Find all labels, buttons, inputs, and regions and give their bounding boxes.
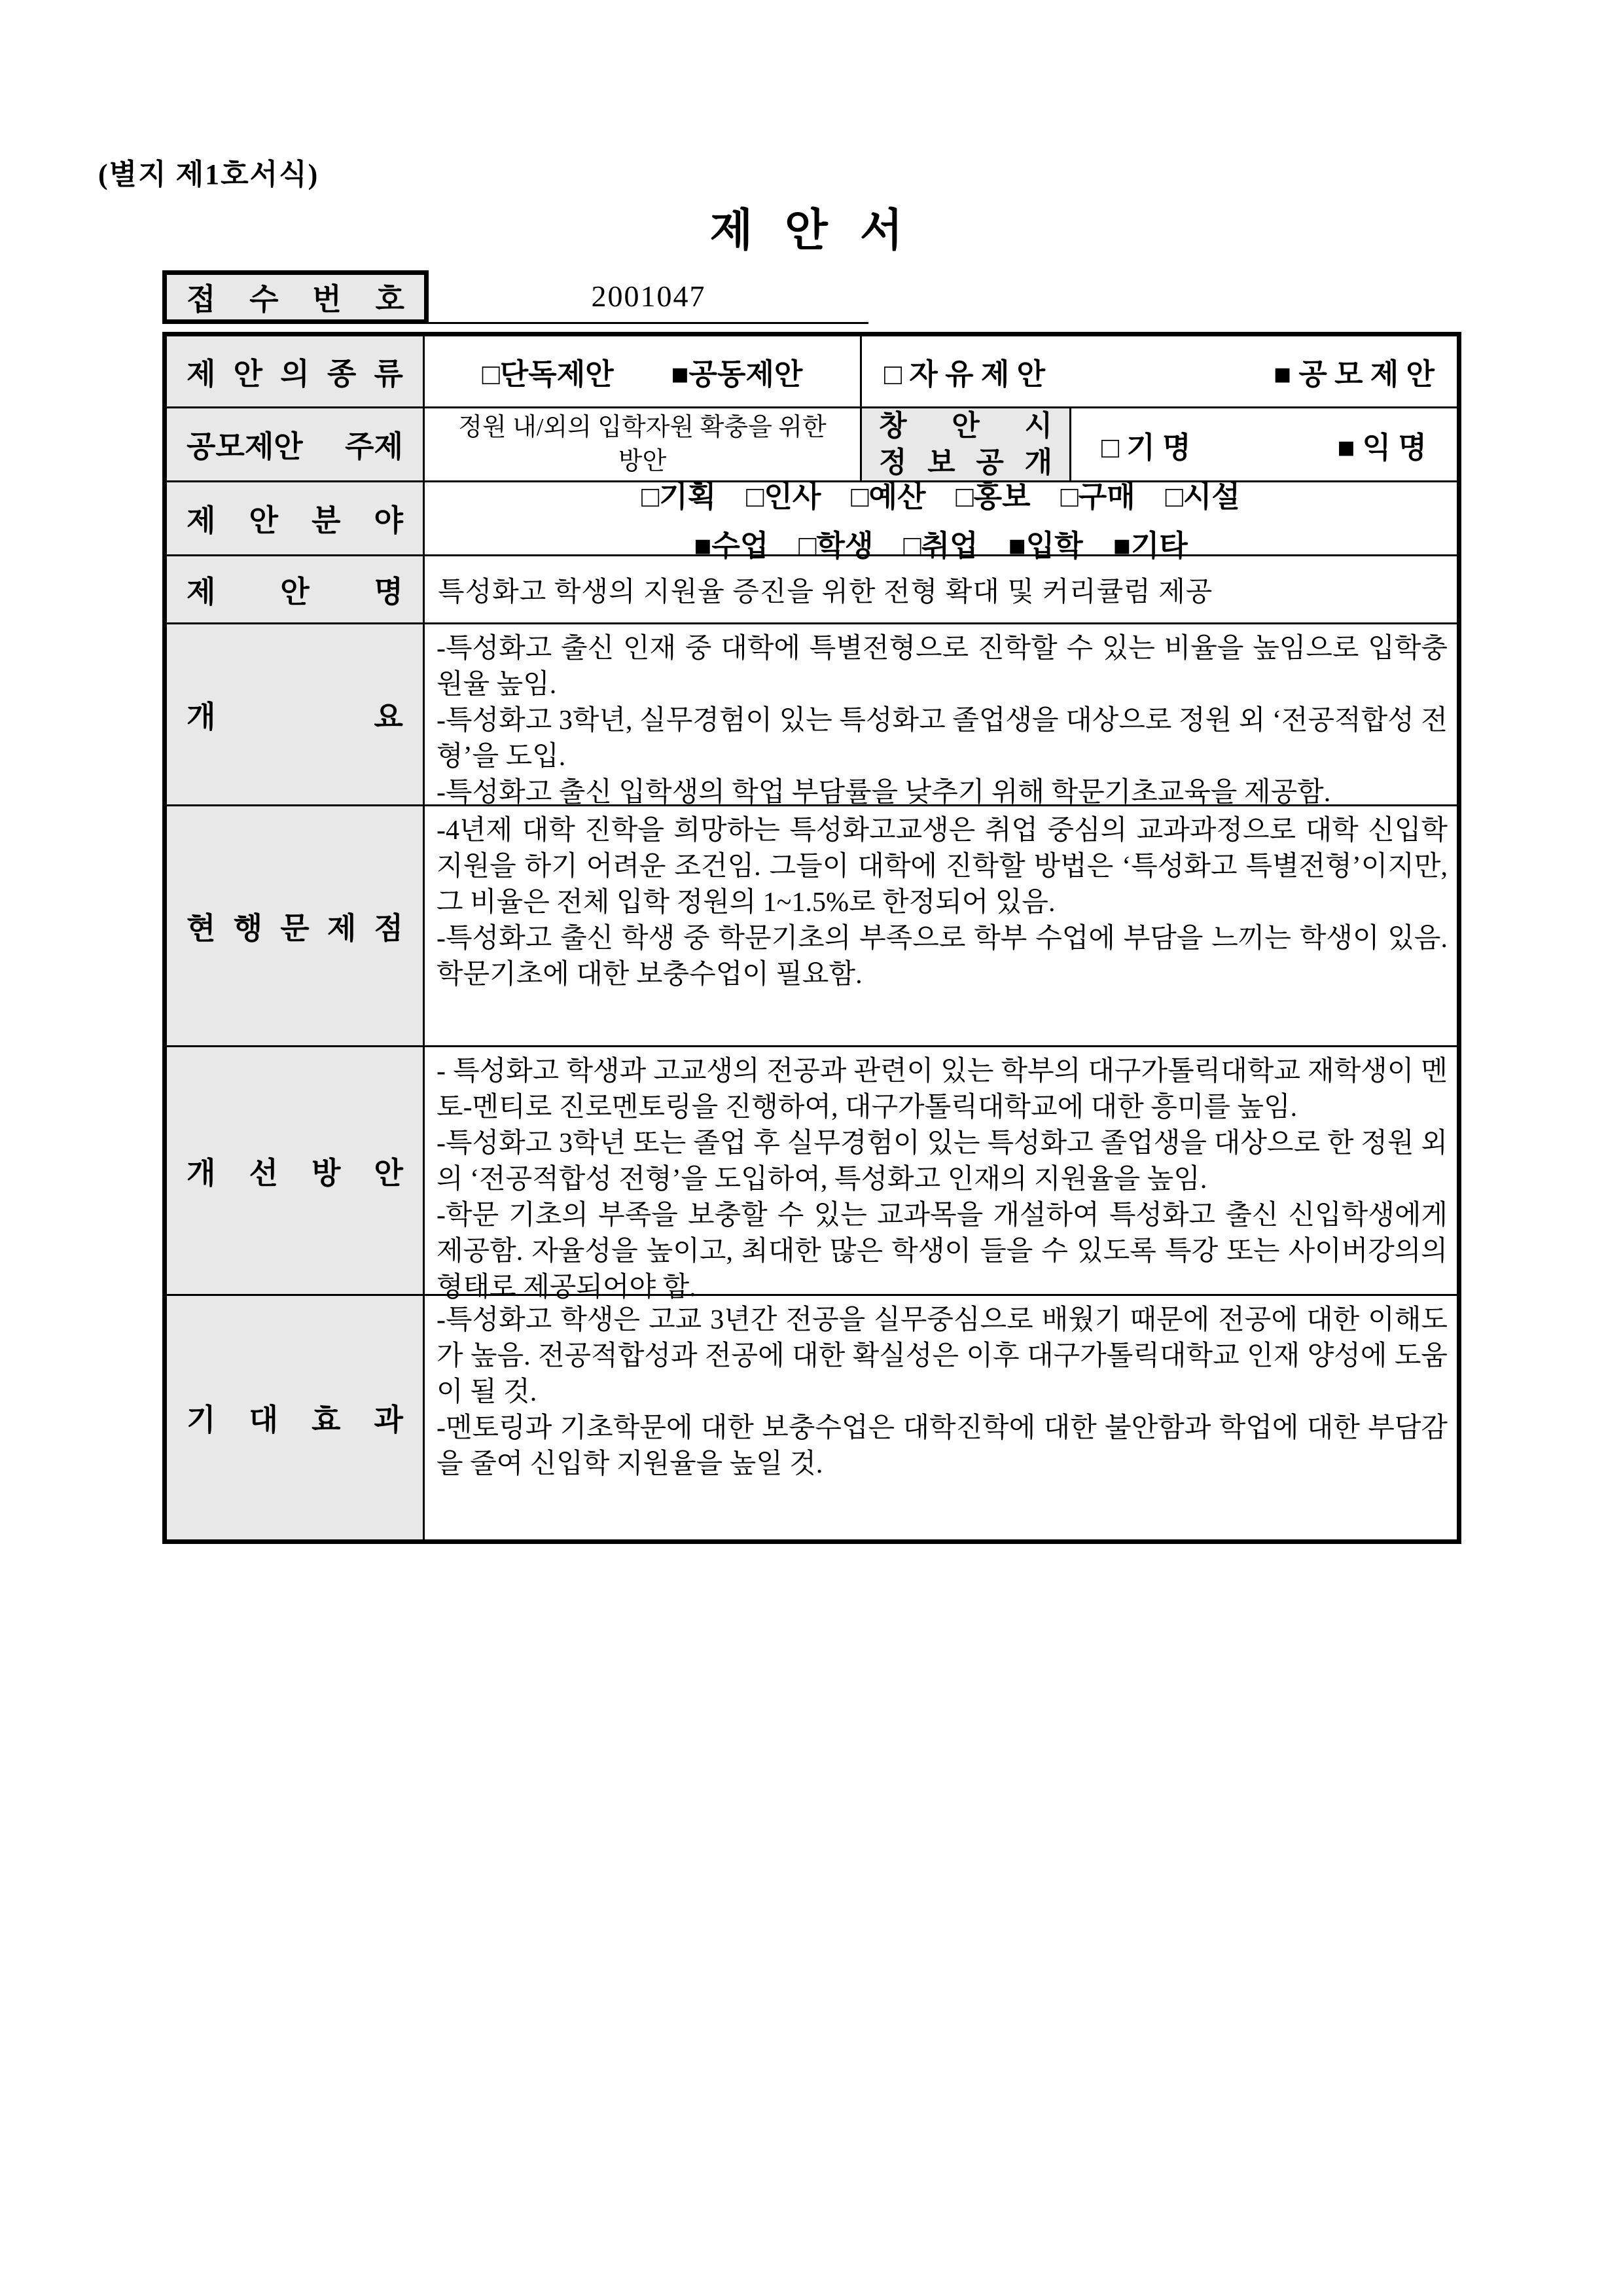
proposal-name-value: 특성화고 학생의 지원율 증진을 위한 전형 확대 및 커리큘럼 제공: [438, 577, 1213, 607]
receipt-row: [162, 270, 868, 324]
row-proposal-field: [167, 480, 1457, 562]
proposal-field-label-text: 제 안 분 야: [187, 504, 403, 537]
contest-topic-value: 정원 내/외의 입학자원 확충을 위한 방안: [458, 414, 827, 475]
row-overview: [167, 624, 1457, 806]
overview-label: [167, 624, 425, 804]
checkbox-option-student: □학생: [798, 529, 874, 562]
contest-topic-label-text: 공모제안 주제: [187, 430, 403, 463]
checkbox-option-planning: □기획: [641, 480, 717, 513]
checkbox-option-facility: □시설: [1165, 480, 1240, 513]
receipt-number-label: [162, 270, 429, 324]
receipt-number-text: 2001047: [591, 279, 706, 313]
checkbox-option-budget: □예산: [851, 480, 926, 513]
checkbox-option-anonymous: ■ 익 명: [1337, 431, 1427, 464]
improvement-plan-bullet: -학문 기초의 부족을 보충할 수 있는 교과목을 개설하여 특성화고 출신 신입학생에게 제공함. 자율성을 높이고, 최대한 많은 학생이 들을 수 있도록 특강 또는 사이버강의의 형태로 제공되어야 함.: [437, 1200, 1448, 1302]
proposal-type-label: [167, 336, 425, 406]
expected-effects-label-text: 기 대 효 과: [187, 1403, 403, 1437]
improvement-plan-label: [167, 1047, 425, 1294]
expected-effects-content: [425, 1296, 1457, 1539]
checkbox-option-class: ■수업: [694, 529, 769, 562]
proposal-name-label: [167, 556, 425, 622]
receipt-number-label-text: 접 수 번 호: [187, 283, 404, 316]
contest-topic-label: [167, 408, 425, 480]
overview-label-text: 개 요: [187, 700, 403, 734]
disclosure-label-line2: 정 보 공 개: [879, 446, 1052, 478]
current-problems-bullet: -특성화고 출신 학생 중 학문기초의 부족으로 학부 수업에 부담을 느끼는 학생이 있음. 학문기초에 대한 보충수업이 필요함.: [437, 924, 1448, 990]
form-note: (별지 제1호서식): [98, 158, 319, 190]
proposal-name-label-text: 제 안 명: [187, 575, 403, 609]
disclosure-label: [860, 408, 1069, 480]
proposal-field-label: [167, 482, 425, 554]
receipt-number-value: [429, 270, 868, 324]
row-contest-topic: [167, 408, 1457, 482]
current-problems-bullet: -4년제 대학 진학을 희망하는 특성화고교생은 취업 중심의 교과과정으로 대학 신입학 지원을 하기 어려운 조건임. 그들이 대학에 진학할 방법은 ‘특성화고 특별전형’이지만, 그 비율은 전체 입학 정원의 1~1.5%로 한정되어 있음.: [437, 816, 1448, 918]
checkbox-option-joint-proposal: ■공동제안: [671, 358, 803, 391]
proposal-type-group2: [860, 336, 1457, 406]
expected-effects-bullet: -특성화고 학생은 고교 3년간 전공을 실무중심으로 배웠기 때문에 전공에 대한 이해도가 높음. 전공적합성과 전공에 대한 확실성은 이후 대구가톨릭대학교 인재 양성에 도움이 될 것.: [437, 1305, 1448, 1407]
improvement-plan-bullet: - 특성화고 학생과 고교생의 전공과 관련이 있는 학부의 대구가톨릭대학교 재학생이 멘토-멘티로 진로멘토링을 진행하여, 대구가톨릭대학교에 대한 흥미를 높임.: [437, 1056, 1448, 1122]
row-expected-effects: [167, 1296, 1457, 1539]
checkbox-option-free-proposal: □ 자 유 제 안: [884, 358, 1046, 391]
current-problems-content: [425, 806, 1457, 1045]
proposal-form-table: [162, 332, 1461, 1544]
row-proposal-type: [167, 336, 1457, 408]
checkbox-option-employment: □취업: [903, 529, 978, 562]
current-problems-label: [167, 806, 425, 1045]
proposal-field-options: [425, 480, 1457, 562]
row-proposal-name: [167, 556, 1457, 624]
disclosure-label-line1: 창 안 시: [879, 410, 1052, 442]
improvement-plan-label-text: 개 선 방 안: [187, 1156, 403, 1190]
overview-bullet: -특성화고 출신 입학생의 학업 부담률을 낮추기 위해 학문기초교육을 제공함.: [437, 778, 1331, 808]
proposal-field-line1: [425, 473, 1457, 515]
overview-content: [425, 624, 1457, 808]
improvement-plan-content: [425, 1047, 1457, 1302]
checkbox-option-purchase: □구매: [1060, 480, 1135, 513]
current-problems-label-text: 현 행 문 제 점: [187, 911, 403, 945]
row-current-problems: [167, 806, 1457, 1047]
expected-effects-label: [167, 1296, 425, 1539]
checkbox-option-hr: □인사: [746, 480, 821, 513]
proposal-type-label-text: 제 안 의 종 류: [187, 357, 403, 391]
overview-bullet: -특성화고 3학년, 실무경험이 있는 특성화고 졸업생을 대상으로 정원 외 ‘전공적합성 전형’을 도입.: [437, 706, 1448, 772]
checkbox-option-named: □ 기 명: [1101, 431, 1191, 464]
checkbox-option-contest-proposal: ■ 공 모 제 안: [1273, 358, 1435, 391]
row-improvement-plan: [167, 1047, 1457, 1302]
overview-bullet: -특성화고 출신 인재 중 대학에 특별전형으로 진학할 수 있는 비율을 높임으로 입학충원율 높임.: [437, 634, 1448, 700]
expected-effects-bullet: -멘토링과 기초학문에 대한 보충수업은 대학진학에 대한 불안함과 학업에 대한 부담감을 줄여 신입학 지원율을 높일 것.: [437, 1413, 1448, 1479]
checkbox-option-solo-proposal: □단독제안: [482, 358, 614, 391]
improvement-plan-bullet: -특성화고 3학년 또는 졸업 후 실무경험이 있는 특성화고 졸업생을 대상으로 한 정원 외의 ‘전공적합성 전형’을 도입하여, 특성화고 인재의 지원율을 높임.: [437, 1128, 1448, 1194]
checkbox-option-etc: ■기타: [1113, 529, 1188, 562]
disclosure-options: [1069, 408, 1457, 480]
document-title: 제 안 서: [709, 206, 914, 255]
checkbox-option-admission: ■입학: [1008, 529, 1083, 562]
checkbox-option-pr: □홍보: [955, 480, 1031, 513]
proposal-type-group1: [425, 336, 860, 406]
